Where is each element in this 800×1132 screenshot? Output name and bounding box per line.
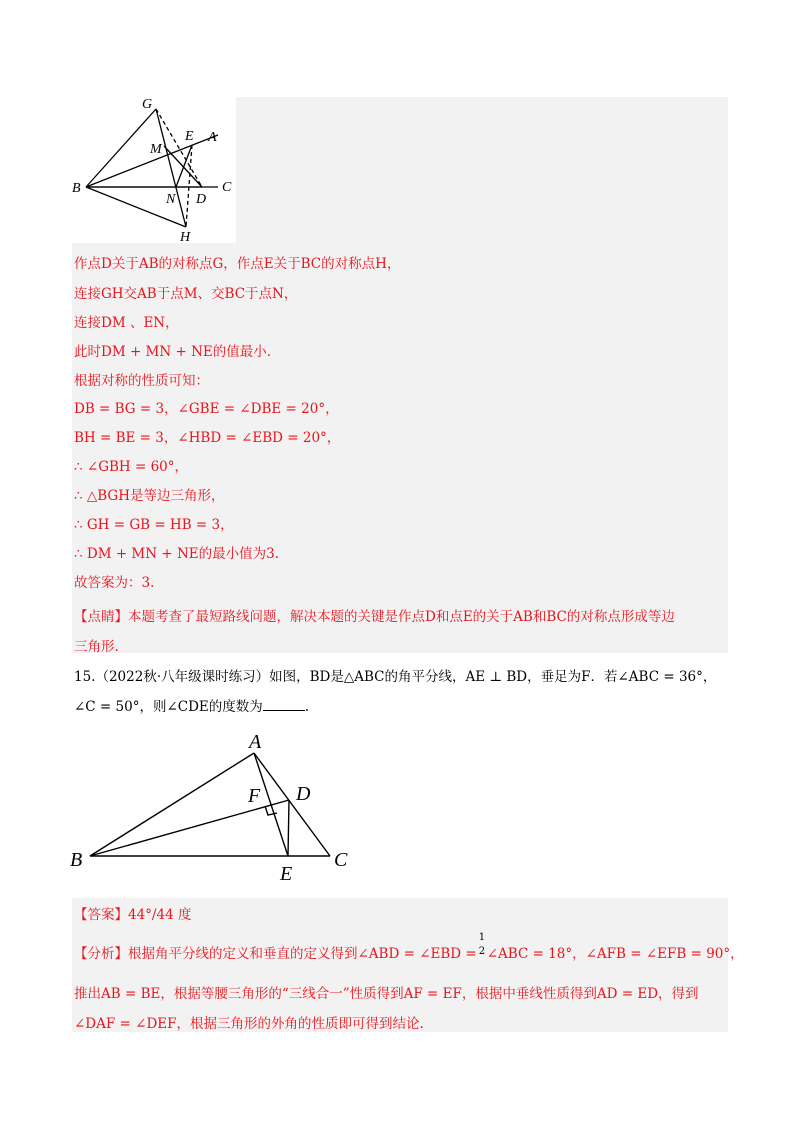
line-de [288, 800, 289, 856]
solution-line-7: BH = BE = 3，∠HBD = ∠EBD = 20°， [74, 430, 341, 446]
comment-line-2: 三角形. [74, 639, 119, 655]
label-m: M [150, 142, 162, 157]
label-c: C [222, 180, 232, 195]
fraction-denominator: 2 [478, 946, 486, 957]
line-ab [90, 753, 254, 856]
question-15-text: ∠C = 50°，则∠CDE的度数为 [74, 699, 263, 715]
line-bd [90, 800, 289, 856]
label-a: A [249, 731, 262, 753]
analysis-line-3: ∠DAF = ∠DEF，根据三角形的外角的性质即可得到结论. [74, 1016, 424, 1032]
figure-triangle [68, 728, 368, 888]
analysis-line-1 [74, 932, 744, 962]
solution-line-11: ∴ DM + MN + NE的最小值为3. [74, 546, 279, 562]
fraction-numerator: 1 [478, 932, 486, 943]
analysis-line-2: 推出AB = BE，根据等腰三角形的“三线合一”性质得到AF = EF，根据中垂线性质得到AD = ED，得到 [74, 986, 699, 1002]
analysis-text-2: ∠ABC = 18°，∠AFB = ∠EFB = 90°， [486, 946, 744, 962]
solution-line-1: 作点D关于AB的对称点G，作点E关于BC的对称点H， [74, 256, 401, 272]
label-e: E [185, 129, 194, 144]
question-15-line-2 [74, 695, 309, 715]
analysis-text-1: 【分析】根据角平分线的定义和垂直的定义得到∠ABD = ∠EBD = [74, 946, 477, 962]
label-a: A [208, 130, 217, 145]
solution-line-4: 此时DM + MN + NE的值最小. [74, 344, 272, 360]
answer-label: 【答案】 [74, 907, 128, 923]
line-ac [254, 753, 330, 856]
right-angle-mark [265, 806, 277, 815]
answer-blank [263, 698, 305, 711]
solution-line-8: ∴ ∠GBH = 60°， [74, 459, 188, 475]
solution-line-5: 根据对称的性质可知： [74, 373, 209, 389]
label-d: D [296, 783, 311, 805]
label-b: B [70, 849, 83, 871]
figure-symmetry [72, 97, 238, 245]
solution-line-9: ∴ △BGH是等边三角形， [74, 488, 225, 504]
solution-line-2: 连接GH交AB于点M、交BC于点N， [74, 286, 298, 302]
solution-line-6: DB = BG = 3，∠GBE = ∠DBE = 20°， [74, 401, 339, 417]
answer-value: 44°/44 度 [128, 907, 192, 923]
question-15-period: . [304, 699, 310, 715]
label-n: N [166, 192, 176, 207]
solution-line-3: 连接DM 、EN， [74, 315, 179, 331]
label-b: B [72, 181, 81, 196]
comment-line-1: 【点睛】本题考查了最短路线问题，解决本题的关键是作点D和点E的关于AB和BC的对称点形成等边 [74, 609, 675, 625]
label-d: D [196, 192, 207, 207]
fraction-one-half [477, 932, 487, 958]
label-c: C [334, 849, 348, 871]
label-h: H [180, 230, 191, 245]
label-e: E [280, 863, 293, 885]
answer-line [74, 903, 191, 923]
question-15-line-1: 15.（2022秋·八年级课时练习）如图，BD是△ABC的角平分线，AE ⊥ BD，垂足为F．若∠ABC = 36°， [74, 669, 717, 685]
solution-line-10: ∴ GH = GB = HB = 3， [74, 517, 234, 533]
label-f: F [248, 785, 261, 807]
solution-line-12: 故答案为：3. [74, 575, 155, 591]
label-g: G [142, 97, 153, 112]
